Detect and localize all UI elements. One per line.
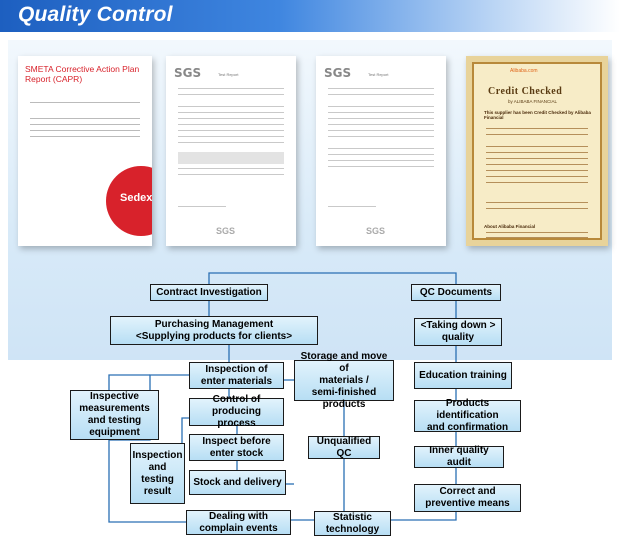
contract-investigation-box [150, 284, 268, 301]
qc-documents-label: QC Documents [419, 286, 493, 298]
alibaba-logo: Alibaba.com [510, 68, 538, 74]
storage-line3: semi-finished products [311, 386, 377, 410]
storage-move-box [294, 350, 394, 410]
dealing-complain-events-box [186, 510, 291, 535]
contract-investigation-label: Contract Investigation [156, 286, 262, 298]
sgs-logo: SGS [174, 66, 202, 80]
correct-line1: Correct and [439, 486, 496, 497]
statistic-technology-box [314, 511, 391, 536]
certificate-about-heading: About Alibaba Financial [484, 224, 536, 229]
stock-delivery-box [189, 470, 286, 495]
sgs-footer-logo: SGS [366, 226, 386, 236]
storage-line2: materials / [319, 374, 369, 386]
inspective-line2: measurements [79, 403, 150, 414]
inspection-testing-line2: and [148, 461, 167, 473]
products-id-line1: Products identification [436, 398, 499, 421]
sedex-logo-text: Sedex [120, 192, 152, 204]
sgs-report-label: Test Report [218, 72, 239, 77]
inner-audit-label: Inner quality audit [429, 445, 489, 468]
inspective-equipment-box [70, 390, 159, 440]
dealing-line2: complain events [199, 522, 278, 534]
page-title: Quality Control [18, 3, 173, 26]
inspect-before-line2: enter stock [209, 447, 264, 459]
inspective-line1: Inspective [90, 391, 139, 402]
dealing-line1: Dealing with [209, 510, 268, 522]
inspection-testing-line3: testing [141, 473, 174, 485]
products-id-line2: and confirmation [426, 422, 509, 433]
smeta-title: SMETA Corrective Action Plan Report (CAPR) [25, 64, 140, 84]
taking-down-line2: quality [441, 332, 475, 343]
sgs-report-label: Test Report [368, 72, 389, 77]
unqualified-qc-label: Unqualified QC [316, 435, 372, 459]
statistic-line1: Statistic [333, 511, 372, 523]
purchasing-subtitle: <Supplying products for clients> [135, 330, 293, 342]
purchasing-management-box [110, 316, 318, 345]
certificate-title: Credit Checked [488, 86, 563, 97]
inspect-before-stock-box [189, 434, 284, 461]
control-line2: producing process [212, 406, 261, 429]
inspection-enter-materials-box [189, 362, 284, 389]
inspection-enter-line2: enter materials [200, 375, 273, 387]
correct-preventive-box [414, 484, 521, 512]
inspective-line4: equipment [89, 427, 140, 438]
inner-quality-audit-box [414, 446, 504, 468]
purchasing-title: Purchasing Management [154, 318, 274, 330]
storage-line1: Storage and move of [300, 350, 388, 374]
education-training-label: Education training [419, 369, 507, 381]
statistic-line2: technology [325, 523, 380, 535]
education-training-box [414, 362, 512, 389]
control-line1: Control of [212, 394, 261, 405]
sgs-footer-logo: SGS [216, 226, 236, 236]
correct-line2: preventive means [425, 498, 510, 509]
certificate-issuer: by ALIBABA FINANCIAL [508, 99, 558, 104]
inspection-testing-line4: result [143, 485, 172, 497]
certificate-statement: This supplier has been Credit Checked by Alibaba Financial [484, 110, 591, 120]
unqualified-qc-box [308, 436, 380, 459]
inspection-testing-line1: Inspection [132, 449, 183, 461]
qc-documents-box [411, 284, 501, 301]
sgs-logo: SGS [324, 66, 352, 80]
products-identification-box [414, 400, 521, 432]
inspection-testing-result-box [130, 443, 185, 504]
taking-down-line1: <Taking down > [420, 320, 496, 331]
inspection-enter-line1: Inspection of [205, 363, 268, 375]
taking-down-quality-box [414, 318, 502, 346]
inspective-line3: and testing [87, 415, 142, 426]
inspect-before-line1: Inspect before [202, 435, 271, 447]
control-producing-process-box [189, 394, 284, 429]
stock-delivery-label: Stock and delivery [193, 476, 282, 488]
